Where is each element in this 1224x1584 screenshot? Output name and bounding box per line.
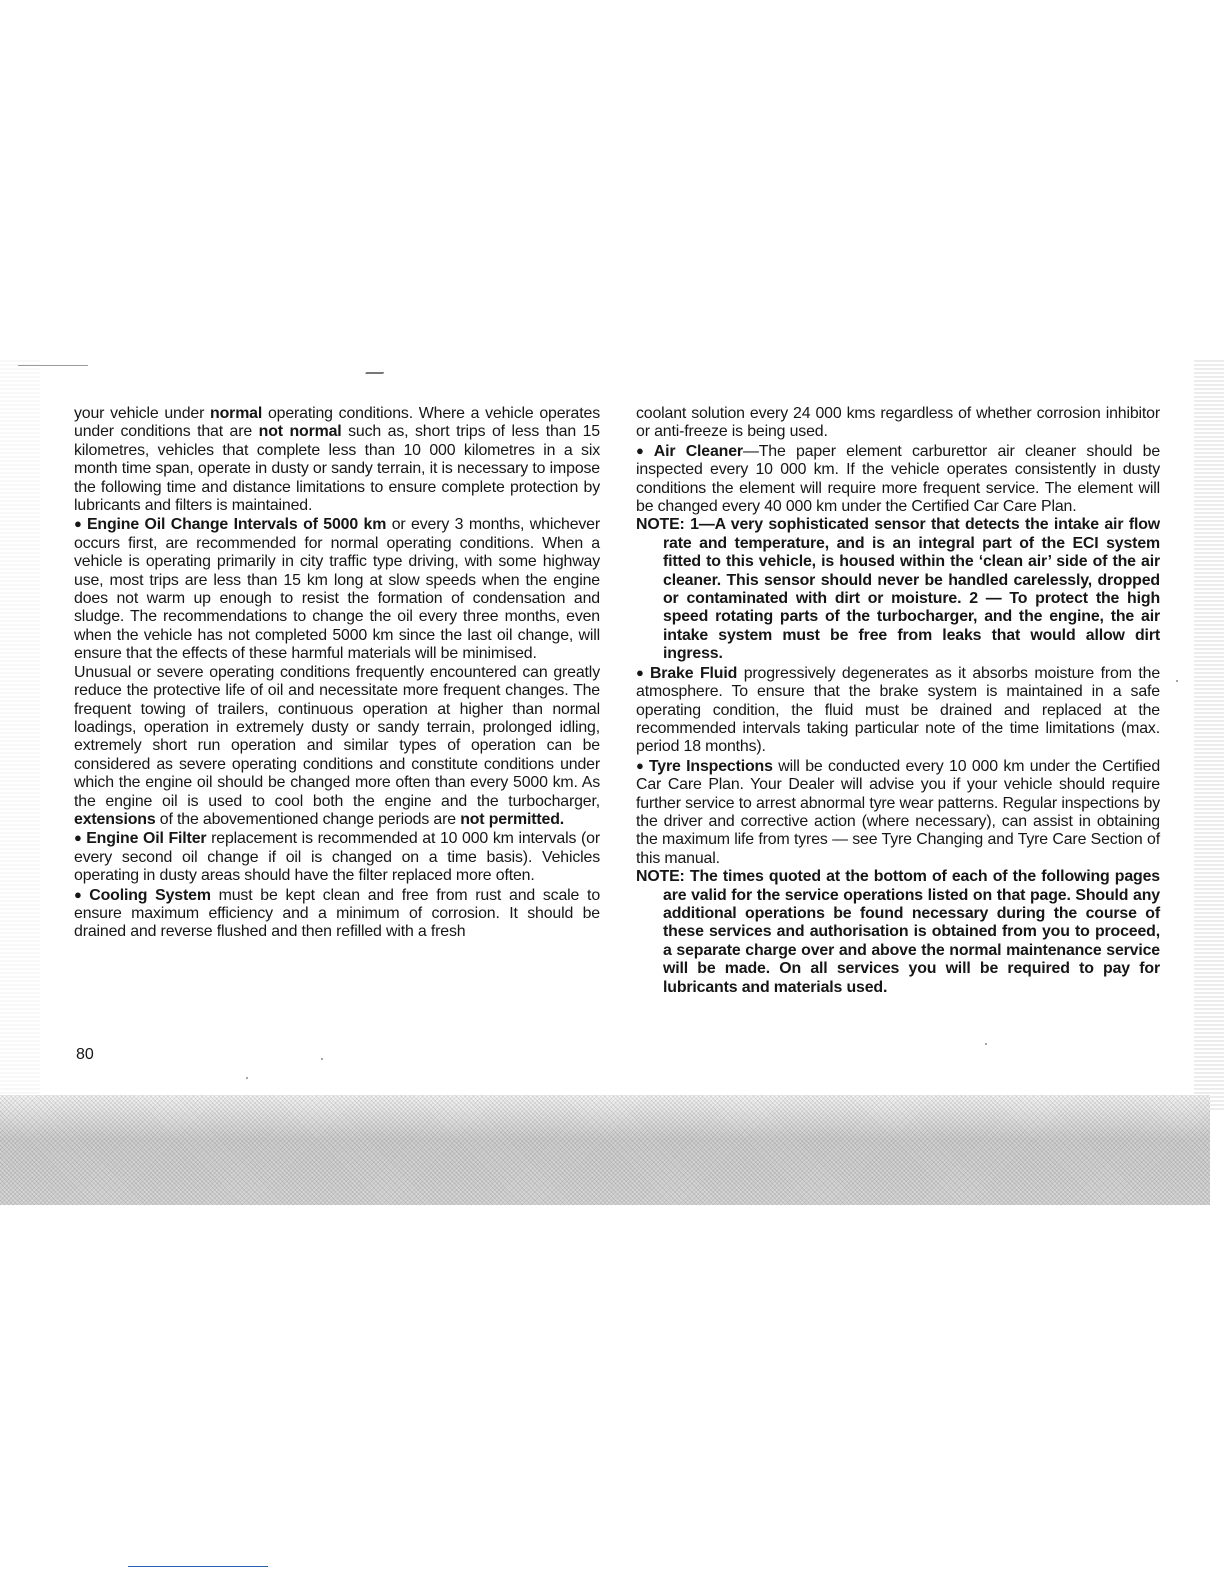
emphasis: not normal <box>258 423 342 441</box>
text: such as, short trips of less than 15 kilometres, vehicles that complete less than 10 000 kilometres in a six month time span, operate in dusty or sandy terrain, it is necessary to impose the following time and distance limitations to ensure complete protection by lubricants and filters is maintained. <box>74 423 600 515</box>
scan-speck <box>985 1043 987 1045</box>
divider <box>128 1566 268 1567</box>
text: or every 3 months, whichever occurs first, are recommended for normal operating conditions. When a vehicle is operating primarily in city traffic type driving, with some highway use, most trips are less than 15 km long at slow speeds when the engine does not warm up enough to resist the formation of condensation and sludge. The recommendations to change the oil every three months, even when the vehicle has not completed 5000 km since the last oil change, will ensure that the effects of these harmful materials will be minimised. <box>74 516 600 663</box>
text: will be conducted every 10 000 km under the Certified Car Care Plan. Your Dealer will advise you if your vehicle should require further service to arrest abnormal tyre wear patterns. Regular inspections by the driver and corrective action (where necessary), can assist in obtaining the maximum life from tyres — see Tyre Changing and Tyre Care Section of this manual. <box>636 757 1161 867</box>
text: coolant solution every 24 000 kms regardless of whether corrosion inhibitor or anti-freeze is being used. <box>636 405 1160 441</box>
left-column <box>74 405 600 942</box>
scan-speck <box>321 1058 323 1060</box>
paragraph-oil-filter <box>74 829 600 885</box>
right-column <box>636 405 1160 997</box>
paragraph-brake-fluid <box>636 664 1160 757</box>
paragraph-air-cleaner <box>636 442 1160 517</box>
item-heading: Tyre Inspections <box>648 757 773 775</box>
paragraph-severe-conditions <box>74 664 600 830</box>
note-service-times: NOTE: The times quoted at the bottom of each of the following pages are valid for the service operations listed on that page. Should any additional operations be found necessary during the course of these services and authorisation is obtained from you to proceed, a separate charge over and above the normal maintenance service will be made. On all services you will be required to pay for lubricants and materials used. <box>636 868 1160 996</box>
text: progressively degenerates as it absorbs moisture from the atmosphere. To ensure that the brake system is maintained in a safe operating condition, the fluid must be drained and replaced at the recommended intervals taking particular note of the time limitations (max. period 18 months). <box>636 664 1161 756</box>
item-heading: Cooling System <box>89 886 211 904</box>
scan-mark <box>18 365 88 366</box>
item-heading: Engine Oil Change Intervals of 5000 km <box>86 516 387 534</box>
scan-speck <box>1176 680 1178 682</box>
bullet-icon: ● <box>74 830 83 846</box>
paragraph-cooling-system <box>74 886 600 942</box>
scan-speck <box>246 1077 248 1079</box>
paragraph-oil-change <box>74 515 600 663</box>
item-heading: Engine Oil Filter <box>86 830 207 848</box>
emphasis: normal <box>210 405 263 422</box>
text: of the abovementioned change periods are <box>155 810 461 828</box>
item-heading: Air Cleaner <box>653 442 743 460</box>
note-sensor: NOTE: 1—A very sophisticated sensor that detects the intake air flow rate and temperature, and is an integral part of the ECI system fitted to this vehicle, is housed within the ‘clean air’ side of the air cleaner. This sensor should never be handled carelessly, dropped or contaminated with dirt or moisture. 2 — To protect the high speed rotating parts of the turbocharger, and the engine, the air intake system must be free from leaks that would allow dirt ingress. <box>636 516 1160 663</box>
scan-artifacts <box>0 360 1224 380</box>
page-number: 80 <box>76 1046 94 1063</box>
text: operating conditions. Where a vehicle operates under conditions that are <box>74 405 600 441</box>
bullet-icon: ● <box>74 516 83 532</box>
text: your vehicle under <box>74 405 211 422</box>
text: must be kept clean and free from rust and scale to ensure maximum efficiency and a minimum of corrosion. It should be drained and reverse flushed and then refilled with a fresh <box>74 886 601 941</box>
emphasis: not permitted. <box>460 810 565 828</box>
text: Unusual or severe operating conditions frequently encountered can greatly reduce the protective life of oil and necessitate more frequent changes. The frequent towing of trailers, continuous operation at higher than normal loadings, operation in extremely dusty or sandy terrain, prolonged idling, extremely short run operation and similar types of operation can be considered as severe operating conditions and constitute conditions under which the engine oil should be changed more often than every 5000 km. As the engine oil is used to cool both the engine and the turbocharger, <box>74 663 600 810</box>
bullet-icon: ● <box>636 664 646 680</box>
emphasis: extensions <box>74 810 156 828</box>
text: replacement is recommended at 10 000 km intervals (or every second oil change if oil is changed on a time basis). Vehicles operating in dusty areas should have the filter replaced more often. <box>74 830 600 885</box>
scan-edge-right <box>1194 360 1224 1110</box>
text: —The paper element carburettor air cleaner should be inspected every 10 000 km. If the vehicle operates consistently in dusty conditions the element will require more frequent service. The element will be changed every 40 000 km under the Certified Car Care Plan. <box>636 442 1161 516</box>
paragraph-tyre-inspections <box>636 757 1160 868</box>
paragraph-coolant <box>636 405 1160 442</box>
scan-edge-left <box>0 360 40 1110</box>
item-heading: Brake Fluid <box>649 664 738 682</box>
bullet-icon: ● <box>636 442 650 458</box>
paragraph-intro <box>74 405 600 515</box>
scan-mark <box>365 364 389 374</box>
scan-shadow-band <box>0 1095 1210 1205</box>
bullet-icon: ● <box>636 757 645 773</box>
bullet-icon: ● <box>74 886 86 902</box>
